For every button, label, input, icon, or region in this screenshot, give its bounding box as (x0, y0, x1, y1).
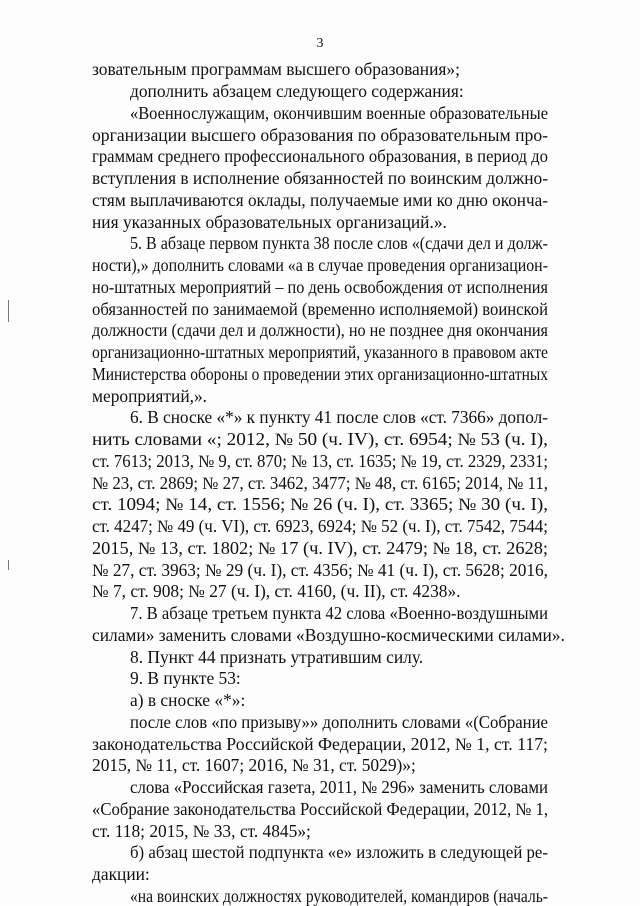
text-line: 2015, № 11, ст. 1607; 2016, № 31, ст. 5029)»; (92, 755, 416, 775)
text-line: «Собрание законодательства Российской Федерации, 2012, № 1, (92, 799, 548, 819)
scan-artifact-mark (8, 560, 9, 570)
text-line: № 7, ст. 908; № 27 (ч. I), ст. 4160, (ч. II), ст. 4238». (92, 581, 461, 601)
text-line: стям выплачиваются оклады, получаемые ими ко дню оконча- (92, 190, 548, 210)
text-line: нить словами «; 2012, № 50 (ч. IV), ст. 6954; № 53 (ч. I), (92, 429, 548, 449)
text-line: зовательным программам высшего образования»; (92, 59, 460, 79)
text-line: 7. В абзаце третьем пункта 42 слова «Военно-воздушными (130, 603, 548, 623)
text-line: 8. Пункт 44 признать утратившим силу. (130, 647, 424, 667)
text-line: силами» заменить словами «Воздушно-космическими силами». (92, 625, 565, 645)
text-line: б) абзац шестой подпункта «е» изложить в следующей ре- (130, 842, 548, 862)
text-line: Министерства обороны о проведении этих организационно-штатных (92, 364, 548, 384)
page-number: 3 (316, 36, 324, 51)
scan-artifact-mark (8, 300, 9, 322)
text-line: № 27, ст. 3963; № 29 (ч. I), ст. 4356; № 41 (ч. I), ст. 5628; 2016, (92, 560, 548, 580)
text-line: ния указанных образовательных организаций.». (92, 212, 447, 232)
text-line: № 23, ст. 2869; № 27, ст. 3462, 3477; № 48, ст. 6165; 2014, № 11, (92, 473, 548, 493)
text-line: дополнить абзацем следующего содержания: (130, 81, 464, 101)
text-line: ст. 7613; 2013, № 9, ст. 870; № 13, ст. 1635; № 19, ст. 2329, 2331; (92, 451, 548, 471)
text-line: ст. 1094; № 14, ст. 1556; № 26 (ч. I), ст. 3365; № 30 (ч. I), (92, 494, 548, 514)
text-line: граммам среднего профессионального образования, в период до (92, 146, 548, 166)
text-line: ст. 4247; № 49 (ч. VI), ст. 6923, 6924; № 52 (ч. I), ст. 7542, 7544; (92, 516, 548, 536)
text-line: после слов «по призыву»» дополнить словами «(Собрание (130, 712, 548, 732)
text-line: ности),» дополнить словами «а в случае проведения организацион- (92, 255, 548, 275)
text-line: организации высшего образования по образовательным про- (92, 125, 548, 145)
text-line: дакции: (92, 864, 150, 884)
text-line: законодательства Российской Федерации, 2012, № 1, ст. 117; (92, 734, 548, 754)
text-line: вступления в исполнение обязанностей по воинским должно- (92, 168, 548, 188)
text-line: но-штатных мероприятий – по день освобождения от исполнения (92, 277, 548, 297)
text-line: ст. 118; 2015, № 33, ст. 4845»; (92, 821, 311, 841)
text-line: «на воинских должностях руководителей, командиров (началь- (130, 886, 548, 906)
text-line: 2015, № 13, ст. 1802; № 17 (ч. IV), ст. 2479; № 18, ст. 2628; (92, 538, 548, 558)
text-line: а) в сноске «*»: (130, 690, 246, 710)
text-line: обязанностей по занимаемой (временно исполняемой) воинской (92, 299, 548, 319)
text-line: мероприятий,». (92, 386, 208, 406)
text-line: «Военнослужащим, окончившим военные образовательные (130, 103, 548, 123)
text-line: организационно-штатных мероприятий, указанного в правовом акте (92, 342, 548, 362)
text-line: 9. В пункте 53: (130, 668, 241, 688)
text-line: 5. В абзаце первом пункта 38 после слов «(сдачи дел и долж- (130, 233, 548, 253)
text-line: слова «Российская газета, 2011, № 296» заменить словами (130, 777, 548, 797)
text-line: 6. В сноске «*» к пункту 41 после слов «ст. 7366» допол- (130, 407, 548, 427)
text-line: должности (сдачи дел и должности), но не позднее дня окончания (92, 320, 548, 340)
